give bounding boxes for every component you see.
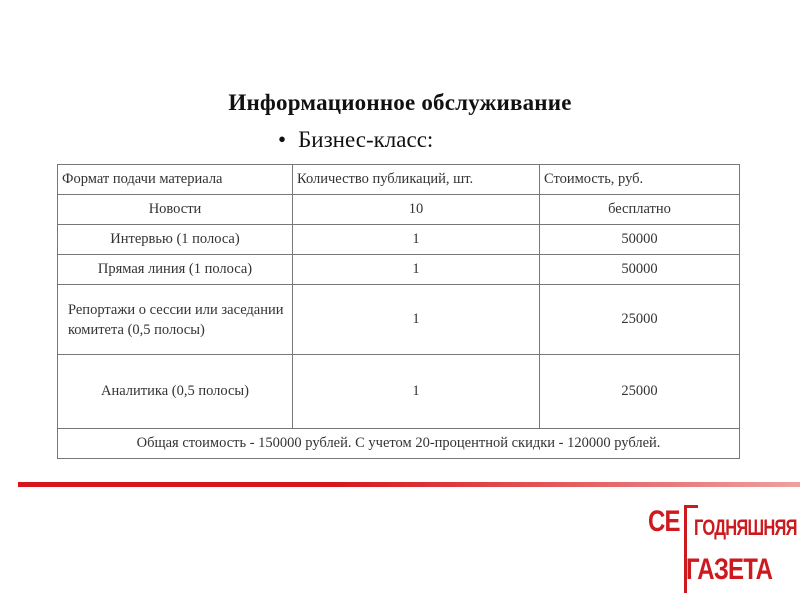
logo-line1: СЕ (648, 505, 680, 538)
cell-count: 1 (293, 225, 540, 255)
bullet-item (278, 127, 433, 153)
cell-count: 1 (293, 355, 540, 429)
cell-cost: бесплатно (540, 195, 740, 225)
header-cost: Стоимость, руб. (540, 165, 740, 195)
table-row (58, 225, 740, 255)
cell-format: Прямая линия (1 полоса) (58, 255, 293, 285)
cell-cost: 50000 (540, 255, 740, 285)
header-format: Формат подачи материала (58, 165, 293, 195)
table-row (58, 355, 740, 429)
cell-format: Репортажи о сессии или заседании комитета (0,5 полосы) (58, 285, 293, 355)
cell-format: Новости (58, 195, 293, 225)
cell-cost: 25000 (540, 285, 740, 355)
total-cost-text: Общая стоимость - 150000 рублей. С учетом 20-процентной скидки - 120000 рублей. (58, 429, 740, 459)
table-row (58, 285, 740, 355)
cell-cost: 50000 (540, 225, 740, 255)
cell-cost: 25000 (540, 355, 740, 429)
cell-count: 1 (293, 285, 540, 355)
table-row (58, 195, 740, 225)
cell-format: Интервью (1 полоса) (58, 225, 293, 255)
logo-line2: ГОДНЯШНЯЯ (694, 515, 797, 540)
red-divider-line (18, 482, 800, 487)
table-row (58, 255, 740, 285)
slide-title: Информационное обслуживание (228, 90, 572, 115)
header-count: Количество публикаций, шт. (293, 165, 540, 195)
pricing-table (57, 164, 740, 459)
bullet-text: Бизнес-класс: (298, 127, 434, 152)
bullet-dot-icon: • (278, 127, 287, 152)
cell-count: 1 (293, 255, 540, 285)
logo-bracket-top (684, 505, 698, 508)
table-header-row (58, 165, 740, 195)
table-total-row (58, 429, 740, 459)
logo-line3: ГАЗЕТА (686, 553, 773, 586)
cell-format: Аналитика (0,5 полосы) (58, 355, 293, 429)
cell-count: 10 (293, 195, 540, 225)
newspaper-logo (648, 505, 797, 595)
